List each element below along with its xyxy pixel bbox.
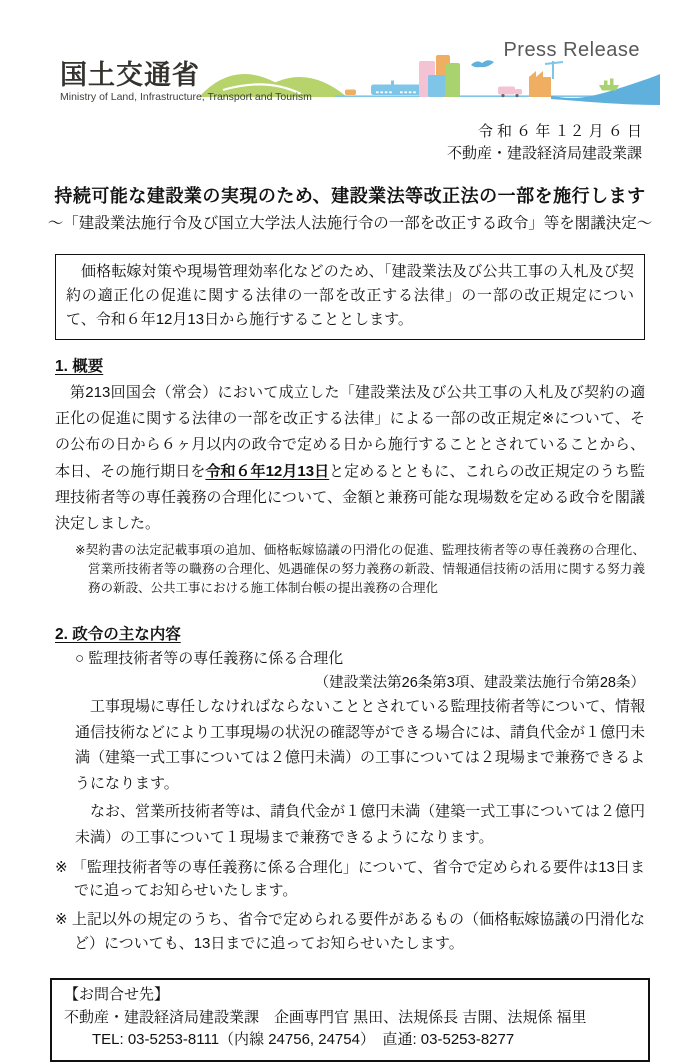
dateline	[0, 121, 642, 165]
section1-footnote: ※契約書の法定記載事項の追加、価格転嫁協議の円滑化の促進、監理技術者等の専任義務の合理化、営業所技術者等の職務の合理化、処遇確保の努力義務の新設、情報通信技術の活用に関する努力義務の新設、公共工事における施工体制台帳の提出義務の合理化	[75, 542, 645, 595]
section1-heading: 1. 概要	[55, 357, 104, 375]
car-icon	[345, 90, 356, 96]
buildings-icon	[419, 55, 460, 97]
summary-box	[55, 254, 645, 340]
section2-note1: ※ 「監理技術者等の専任義務に係る合理化」について、省令で定められる要件は13日までに追ってお知らせいたします。	[55, 858, 645, 900]
ministry-logo-title: 国土交通省	[60, 60, 200, 90]
press-release-label: Press Release	[503, 39, 640, 61]
contact-persons: 不動産・建設経済局建設業課 企画専門官 黒田、法規係長 吉開、法規係 福里	[64, 1008, 587, 1026]
section1-text-before: 第213回国会（常会）において成立した「建設業法及び公共工事の入札及び契約の適正化の促進に関する法律の一部を改正する法律」による一部の改正規定※について、その公布の日から６ヶ月以内の政令で定める日から施行することとされていることから、本日、その施行期日を	[55, 383, 645, 480]
train-icon	[371, 81, 425, 96]
legal-reference: （建設業法第26条第3項、建設業法施行令第28条）	[314, 674, 645, 691]
section2-bullet: ○ 監理技術者等の専任義務に係る合理化	[75, 649, 344, 667]
section1-text-after: と定めるとともに、これらの改正規定のうち監理技術者等の専任義務の合理化について、金額と兼務可能な現場数を定める政令を閣議決定しました。	[55, 462, 645, 533]
section2-note2: ※ 上記以外の規定のうち、省令で定められる要件があるもの（価格転嫁協議の円滑化など）についても、13日までに追ってお知らせいたします。	[55, 911, 645, 952]
document-subtitle: ～「建設業法施行令及び国立大学法人法施行令の一部を改正する政令」等を閣議決定～	[47, 214, 653, 232]
press-release-page	[0, 39, 700, 1049]
issuing-department: 不動産・建設経済局建設業課	[446, 144, 642, 162]
sprout-icon	[331, 90, 335, 96]
header	[60, 39, 660, 106]
section2-paragraph1: 工事現場に専任しなければならないこととされている監理技術者等について、情報通信技術などにより工事現場の状況の確認等ができる場合には、請負代金が１億円未満（建築一式工事については２億円未満）の工事については２現場まで兼務できるようになります。	[75, 697, 646, 793]
boat-icon	[599, 79, 619, 91]
bird-icon	[471, 60, 494, 67]
enforcement-date-emphasis: 令和６年12月13日	[205, 462, 330, 480]
contact-box	[50, 978, 650, 1062]
contact-label: 【お問合せ先】	[64, 986, 170, 1004]
summary-text: 価格転嫁対策や現場管理効率化などのため、「建設業法及び公共工事の入札及び契約の適正化の促進に関する法律の一部を改正する法律」の一部の改正規定について、令和６年12月13日から施行することとします。	[66, 262, 634, 328]
ministry-logo-subtitle: Ministry of Land, Infrastructure, Transport and Tourism	[60, 91, 312, 103]
document-body	[55, 354, 645, 956]
document-title: 持続可能な建設業の実現のため、建設業法等改正法の一部を施行します	[54, 185, 646, 206]
section2-heading: 2. 政令の主な内容	[55, 625, 181, 643]
factory-icon	[529, 61, 563, 97]
release-date: 令 和 ６ 年 １２ 月 ６ 日	[477, 123, 642, 140]
section2-paragraph2: なお、営業所技術者等は、請負代金が１億円未満（建築一式工事については２億円未満）の工事について１現場まで兼務できるようになります。	[75, 803, 645, 846]
section1-paragraph	[55, 380, 645, 538]
contact-phone: TEL: 03-5253-8111（内線 24756, 24754） 直通: 03-5253-8277	[92, 1031, 515, 1049]
